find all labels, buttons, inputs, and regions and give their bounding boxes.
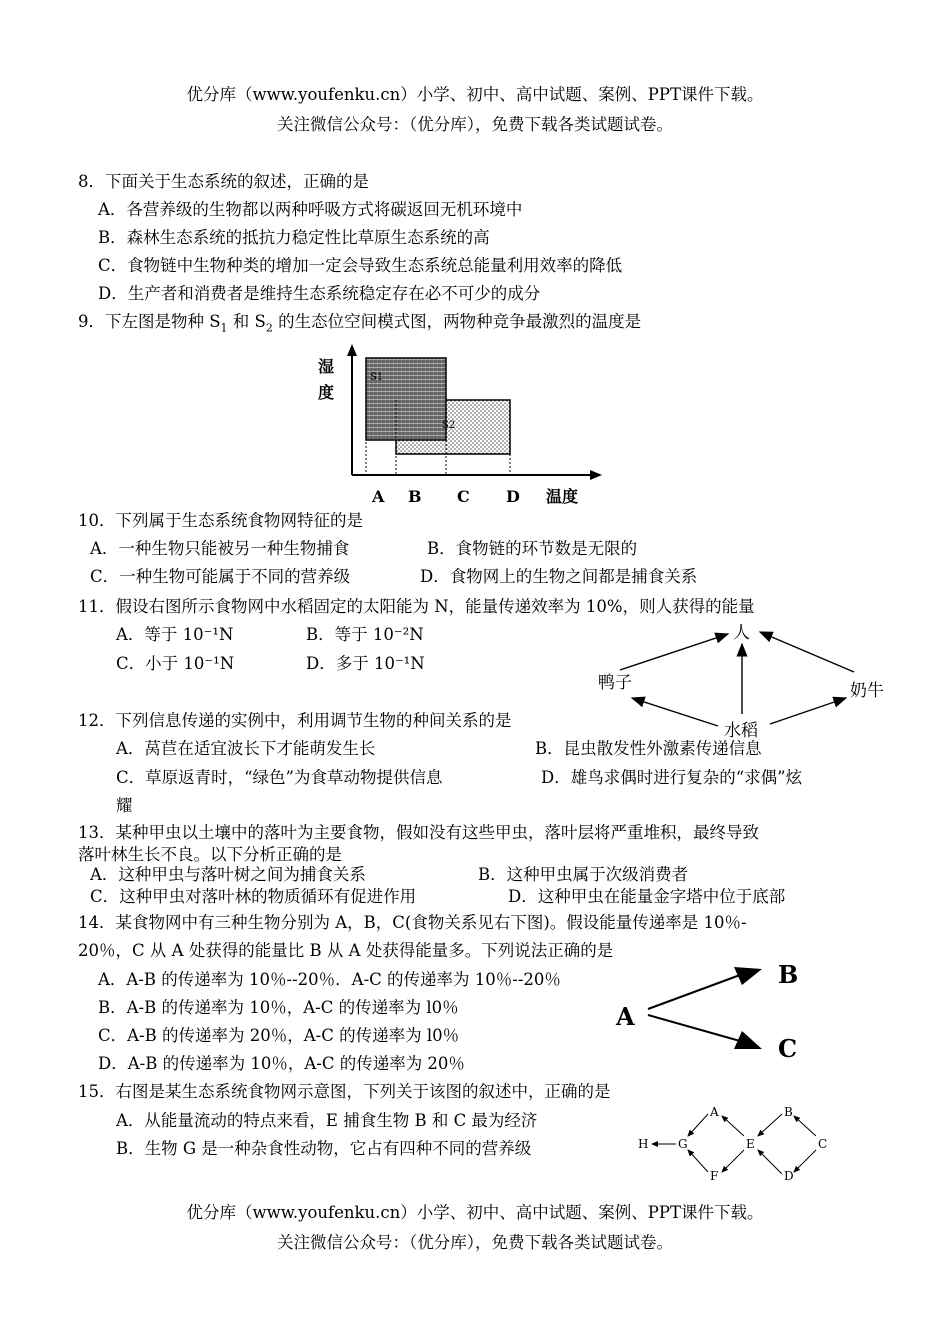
q14-option-a: A．A-B 的传递率为 10％--20％．A-C 的传递率为 10％--20％	[98, 970, 561, 989]
q15-food-web	[632, 1100, 832, 1186]
q8-option-a: A．各营养级的生物都以两种呼吸方式将碳返回无机环境中	[98, 200, 523, 219]
q14-option-b: B．A-B 的传递率为 10％，A-C 的传递率为 l0％	[98, 998, 459, 1017]
node-duck: 鸭子	[598, 673, 632, 693]
q11-food-web	[590, 618, 900, 744]
node-e: E	[746, 1137, 755, 1151]
q11-option-c: C．小于 10⁻¹N	[116, 654, 235, 673]
q15-stem: 15．右图是某生态系统食物网示意图，下列关于该图的叙述中，正确的是	[78, 1082, 611, 1101]
q9-niche-figure	[310, 340, 610, 510]
node-a: A	[616, 1002, 635, 1031]
q11-option-d: D．多于 10⁻¹N	[306, 654, 425, 673]
q13-stem-line-2: 落叶林生长不良。以下分析正确的是	[78, 845, 342, 864]
q12-stem: 12．下列信息传递的实例中，利用调节生物的种间关系的是	[78, 711, 512, 730]
q14-stem-line-2: 20％，C 从 A 处获得的能量比 B 从 A 处获得能量多。下列说法正确的是	[78, 941, 614, 960]
node-g: G	[678, 1137, 688, 1151]
node-human: 人	[733, 623, 750, 643]
q13-option-d: D．这种甲虫在能量金字塔中位于底部	[508, 887, 786, 906]
s1-region	[366, 358, 446, 440]
footer-line-2: 关注微信公众号：（优分库），免费下载各类试题试卷。	[277, 1233, 673, 1252]
x-tick-c: C	[457, 487, 470, 506]
q9-stem: 9．下左图是物种 $S_1$ 和 $S_2$ 的生态位空间模式图，两物种竞争最激烈的温度是	[78, 312, 642, 335]
x-tick-b: B	[408, 487, 422, 506]
q12-option-a: A．莴苣在适宜波长下才能萌发生长	[116, 739, 376, 758]
q11-option-a: A．等于 10⁻¹N	[116, 625, 234, 644]
y-axis-label-2: 度	[318, 383, 335, 402]
q11-stem: 11．假设右图所示食物网中水稻固定的太阳能为 N，能量传递效率为 10%，则人获得的能量	[78, 597, 755, 616]
q8-option-c: C．食物链中生物种类的增加一定会导致生态系统总能量利用效率的降低	[98, 256, 623, 275]
q13-stem-line-1: 13．某种甲虫以土壤中的落叶为主要食物，假如没有这些甲虫，落叶层将严重堆积，最终导致	[78, 823, 759, 842]
q12-option-c: C．草原返青时，“绿色”为食草动物提供信息	[116, 768, 443, 787]
node-a15: A	[710, 1105, 719, 1119]
node-b: B	[778, 960, 799, 989]
q12-option-d: D．雄鸟求偶时进行复杂的“求偶”炫	[541, 768, 803, 787]
q15-option-b: B．生物 G 是一种杂食性动物，它占有四种不同的营养级	[116, 1139, 532, 1158]
footer-line-1: 优分库（www.youfenku.cn）小学、初中、高中试题、案例、PPT课件下载。	[186, 1203, 764, 1222]
node-rice: 水稻	[724, 721, 758, 741]
x-tick-d: D	[506, 487, 520, 506]
q12-option-d-continued: 耀	[116, 796, 133, 815]
node-h: H	[638, 1137, 649, 1151]
q14-food-web	[612, 955, 812, 1065]
node-b15: B	[784, 1105, 793, 1119]
q8-option-d: D．生产者和消费者是维持生态系统稳定存在必不可少的成分	[98, 284, 541, 303]
q12-option-b: B．昆虫散发性外激素传递信息	[535, 739, 762, 758]
q10-option-b: B．食物链的环节数是无限的	[427, 539, 638, 558]
q14-option-d: D．A-B 的传递率为 10％，A-C 的传递率为 20％	[98, 1054, 465, 1073]
q8-stem: 8．下面关于生态系统的叙述，正确的是	[78, 172, 369, 191]
q11-option-b: B．等于 10⁻²N	[306, 625, 424, 644]
x-tick-a: A	[372, 487, 385, 506]
q10-option-a: A．一种生物只能被另一种生物捕食	[90, 539, 350, 558]
q10-option-d: D．食物网上的生物之间都是捕食关系	[420, 567, 698, 586]
node-c15: C	[818, 1137, 828, 1151]
q13-option-b: B．这种甲虫属于次级消费者	[478, 865, 689, 884]
s2-label: S2	[442, 420, 456, 431]
y-axis-label-1: 湿	[318, 357, 335, 376]
node-d15: D	[784, 1169, 794, 1183]
q14-option-c: C．A-B 的传递率为 20％，A-C 的传递率为 l0％	[98, 1026, 460, 1045]
q10-stem: 10．下列属于生态系统食物网特征的是	[78, 511, 363, 530]
q14-stem-line-1: 14．某食物网中有三种生物分别为 A，B，C(食物关系见右下图)。假设能量传递率是 10％-	[78, 913, 747, 932]
q8-option-b: B．森林生态系统的抵抗力稳定性比草原生态系统的高	[98, 228, 490, 247]
node-f: F	[710, 1169, 719, 1183]
header-line-2: 关注微信公众号：（优分库），免费下载各类试题试卷。	[277, 115, 673, 134]
q10-option-c: C．一种生物可能属于不同的营养级	[90, 567, 351, 586]
q13-option-a: A．这种甲虫与落叶树之间为捕食关系	[90, 865, 366, 884]
q13-option-c: C．这种甲虫对落叶林的物质循环有促进作用	[90, 887, 417, 906]
node-c: C	[778, 1034, 798, 1063]
q15-option-a: A．从能量流动的特点来看，E 捕食生物 B 和 C 最为经济	[116, 1111, 538, 1130]
node-cow: 奶牛	[850, 681, 884, 701]
header-line-1: 优分库（www.youfenku.cn）小学、初中、高中试题、案例、PPT课件下载。	[186, 85, 764, 104]
x-axis-label: 温度	[546, 487, 579, 506]
s1-label: S1	[370, 372, 384, 383]
